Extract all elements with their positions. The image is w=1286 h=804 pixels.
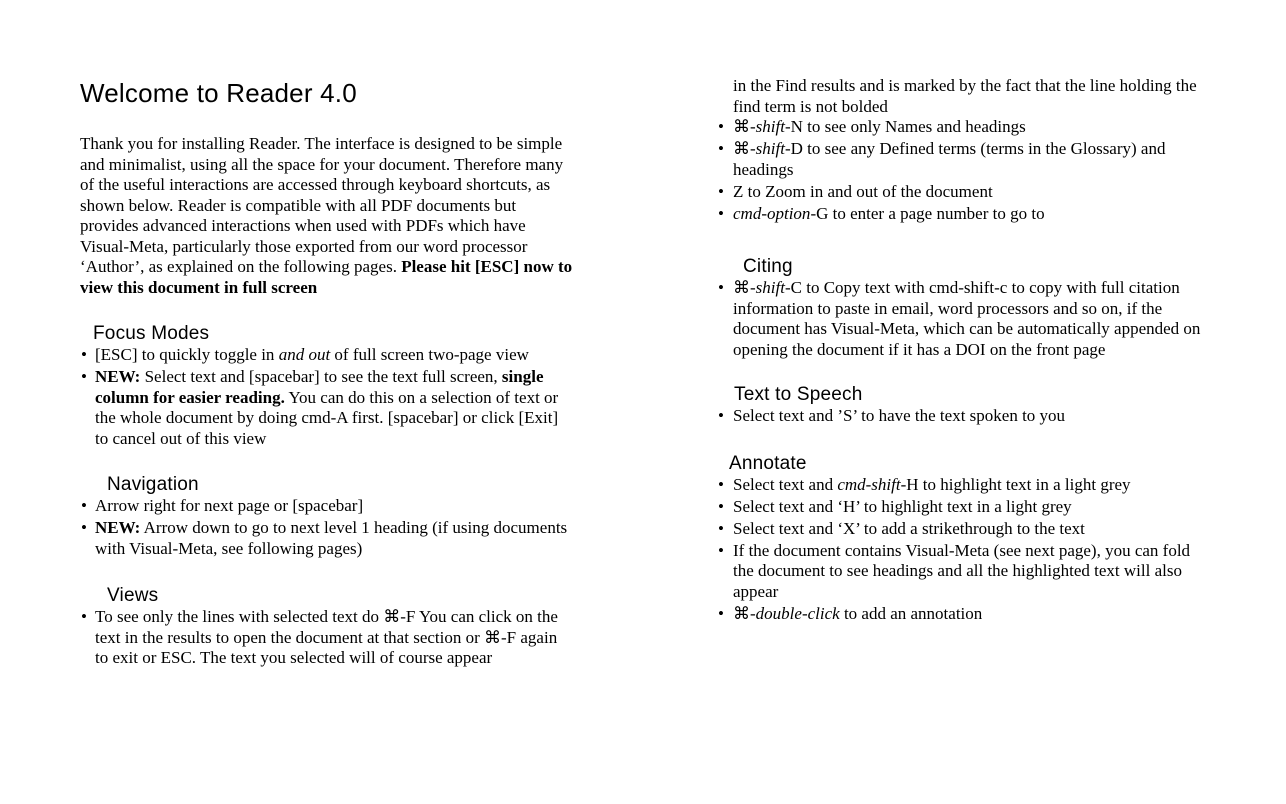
citing-list — [717, 278, 1209, 360]
list-item: • Select text and cmd-shift-H to highlight text in a light grey — [717, 475, 1209, 496]
navigation-list — [80, 496, 574, 559]
list-item: • [ESC] to quickly toggle in and out of full screen two-page view — [80, 345, 574, 366]
focus-modes-list — [80, 345, 574, 449]
list-item: • ⌘-double-click to add an annotation — [717, 604, 1209, 625]
list-item: • NEW: Arrow down to go to next level 1 heading (if using documents with Visual-Meta, see following pages) — [80, 518, 574, 559]
page-right — [717, 76, 1209, 624]
views-list-continued — [717, 117, 1209, 224]
section-heading-text-to-speech: Text to Speech — [734, 384, 863, 405]
list-item: • Z to Zoom in and out of the document — [717, 182, 1209, 203]
section-heading-navigation: Navigation — [107, 474, 199, 495]
list-item: • Select text and ‘X’ to add a strikethrough to the text — [717, 519, 1209, 540]
views-list — [80, 607, 574, 669]
list-item: • Arrow right for next page or [spacebar] — [80, 496, 574, 517]
section-heading-citing: Citing — [743, 256, 793, 277]
page-left — [80, 78, 574, 669]
annotate-list — [717, 475, 1209, 625]
list-item: • NEW: Select text and [spacebar] to see the text full screen, single column for easier reading. You can do this on a selection of text or the whole document by doing cmd-A first. [spacebar] or click [Exit] to cancel out of this view — [80, 367, 574, 449]
list-item: • cmd-option-G to enter a page number to go to — [717, 204, 1209, 225]
list-item: • Select text and ‘H’ to highlight text in a light grey — [717, 497, 1209, 518]
section-heading-views: Views — [107, 585, 159, 606]
continuation-paragraph: in the Find results and is marked by the fact that the line holding the find term is not bolded — [733, 76, 1197, 116]
list-item: • ⌘-shift-D to see any Defined terms (terms in the Glossary) and headings — [717, 139, 1209, 180]
document-title: Welcome to Reader 4.0 — [80, 78, 357, 108]
list-item: • Select text and ’S’ to have the text spoken to you — [717, 406, 1209, 427]
section-heading-focus-modes: Focus Modes — [93, 323, 210, 344]
text-to-speech-list — [717, 406, 1209, 427]
list-item: • ⌘-shift-C to Copy text with cmd-shift-c to copy with full citation information to paste in email, word processors and so on, if the document has Visual-Meta, which can be automatically appended on opening the document if it has a DOI on the front page — [717, 278, 1209, 360]
list-item: • ⌘-shift-N to see only Names and headings — [717, 117, 1209, 138]
list-item: • To see only the lines with selected text do ⌘-F You can click on the text in the results to open the document at that section or ⌘-F again to exit or ESC. The text you selected will of course appear — [80, 607, 574, 669]
list-item: • If the document contains Visual-Meta (see next page), you can fold the document to see headings and all the highlighted text will also appear — [717, 541, 1209, 603]
intro-paragraph: Thank you for installing Reader. The interface is designed to be simple and minimalist, using all the space for your document. Therefore many of the useful interactions are accessed through keyboard shortcuts, as shown below. Reader is compatible with all PDF documents but provides advanced interactions when used with PDFs which have Visual-Meta, particularly those exported from our word processor ‘Author’, as explained on the following pages. Please hit [ESC] now to view this document in full screen — [80, 134, 573, 297]
section-heading-annotate: Annotate — [729, 452, 807, 474]
